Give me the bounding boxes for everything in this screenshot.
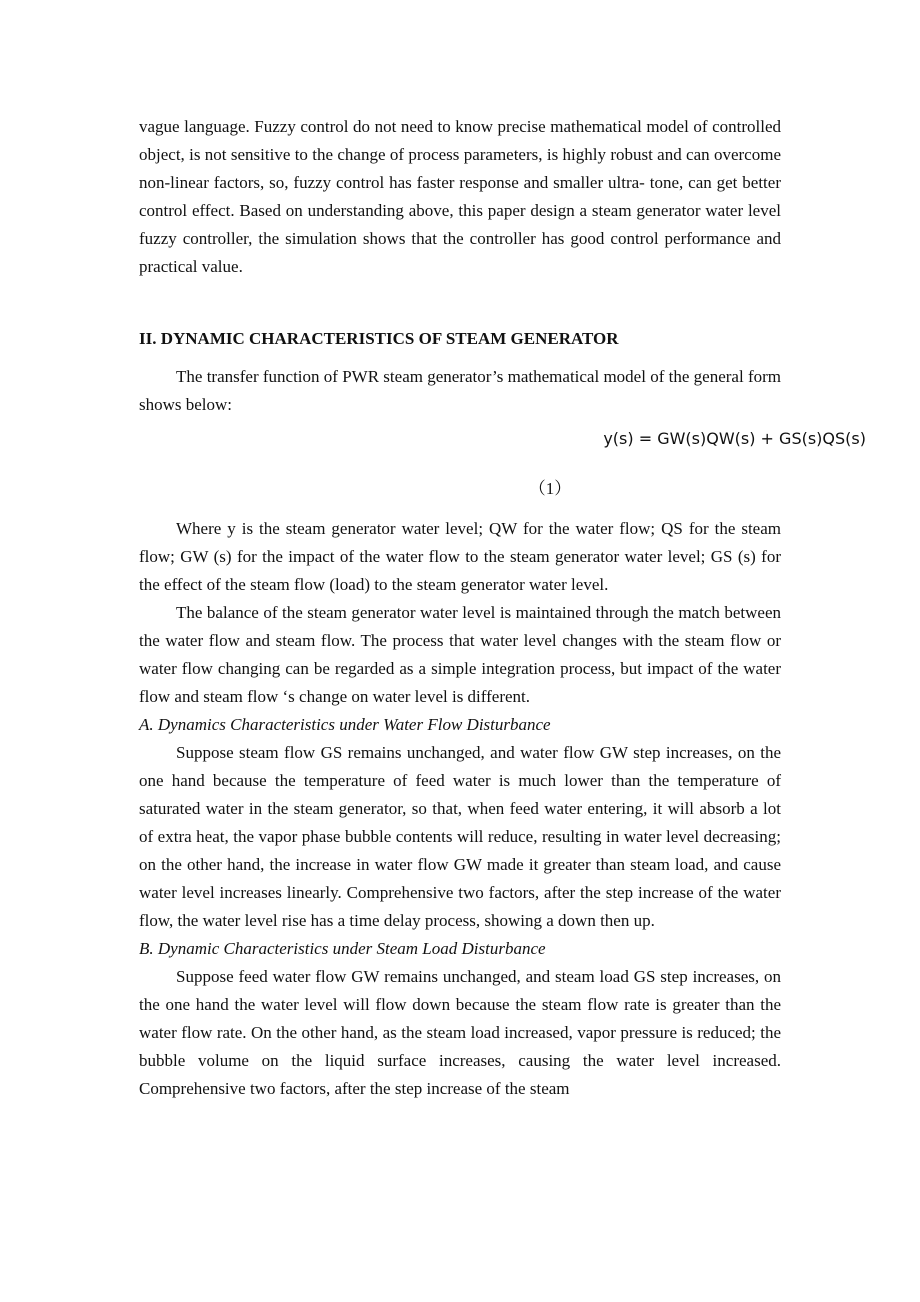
subsection-heading-b: B. Dynamic Characteristics under Steam Load Disturbance <box>139 939 546 958</box>
transfer-function-paragraph: The transfer function of PWR steam generator’s mathematical model of the general form shows below: <box>139 367 781 414</box>
equation: y(s) = GW(s)QW(s) + GS(s)QS(s) <box>603 429 866 448</box>
equation-number: （1） <box>528 479 572 498</box>
intro-paragraph: vague language. Fuzzy control do not need to know precise mathematical model of controlled object, is not sensitive to the change of process parameters, is highly robust and can overcome non-linear factors, so, fuzzy control has faster response and smaller ultra- tone, can get better control effect. Based on understanding above, this paper design a steam generator water level fuzzy controller, the simulation shows that the controller has good control performance and practical value. <box>139 117 781 276</box>
paper-page <box>139 113 866 1103</box>
subsection-heading-a: A. Dynamics Characteristics under Water Flow Disturbance <box>139 715 551 734</box>
paragraph-water-flow: Suppose steam flow GS remains unchanged, and water flow GW step increases, on the one hand because the temperature of feed water is much lower than the temperature of saturated water in the steam generator, so that, when feed water entering, it will absorb a lot of extra heat, the vapor phase bubble contents will reduce, resulting in water level decreasing; on the other hand, the increase in water flow GW made it greater than steam load, and cause water level increases linearly. Comprehensive two factors, after the step increase of the water flow, the water level rise has a time delay process, showing a down then up. <box>139 743 781 930</box>
equation-row <box>139 419 866 463</box>
paragraph-steam-load: Suppose feed water flow GW remains unchanged, and steam load GS step increases, on the one hand the water level will flow down because the steam flow rate is greater than the water flow rate. On the other hand, as the steam load increased, vapor pressure is reduced; the bubble volume on the liquid surface increases, causing the water level increased. Comprehensive two factors, after the step increase of the steam <box>139 967 781 1098</box>
where-paragraph: Where y is the steam generator water level; QW for the water flow; QS for the steam flow; GW (s) for the impact of the water flow to the steam generator water level; GS (s) for the effect of the steam flow (load) to the steam generator water level. <box>139 519 781 594</box>
section-heading: II. DYNAMIC CHARACTERISTICS OF STEAM GENERATOR <box>139 329 619 348</box>
balance-paragraph: The balance of the steam generator water level is maintained through the match between the water flow and steam flow. The process that water level changes with the steam flow or water flow changing can be regarded as a simple integration process, but impact of the water flow and steam flow ‘s change on water level is different. <box>139 603 781 706</box>
